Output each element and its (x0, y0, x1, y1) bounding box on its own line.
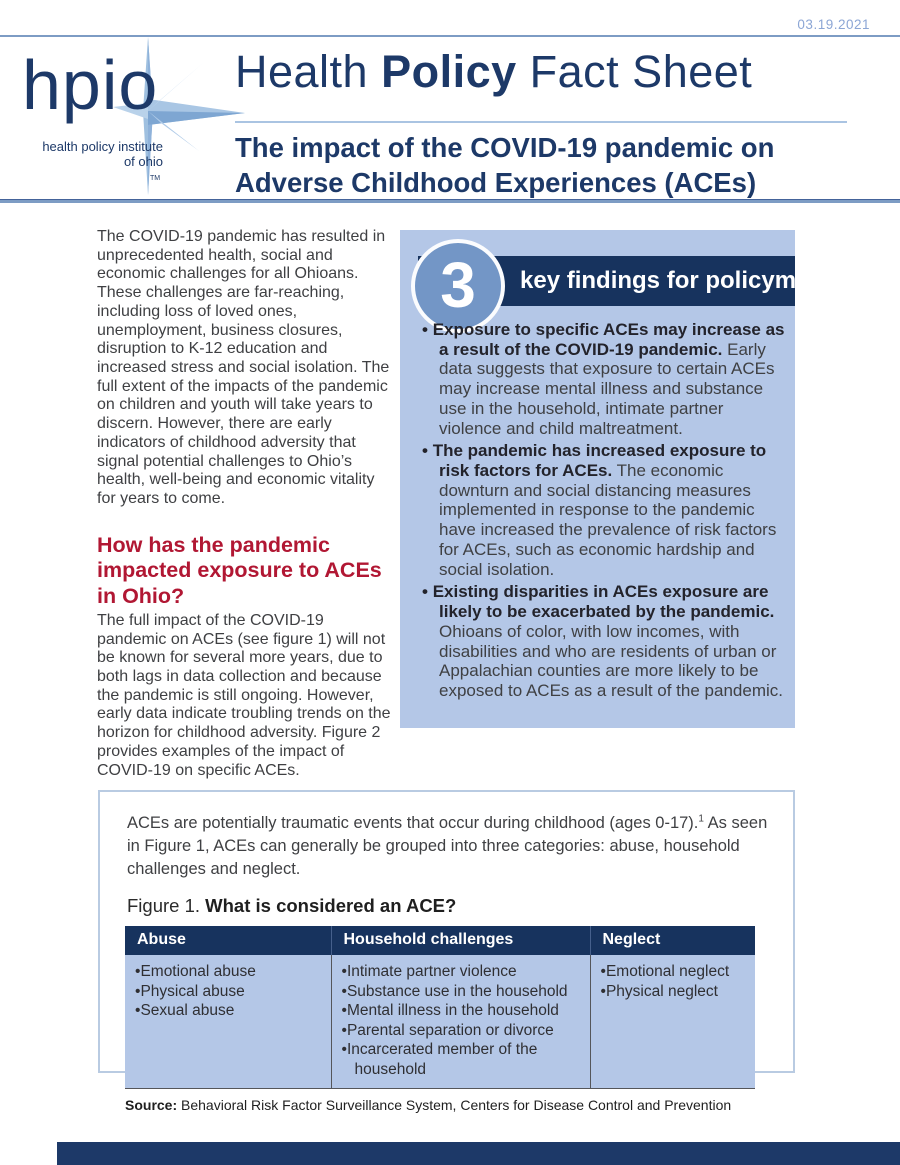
intro-text-a: ACEs are potentially traumatic events that occur during childhood (ages 0-17). (127, 814, 699, 832)
section-paragraph: The full impact of the COVID-19 pandemic on ACEs (see figure 1) will not be known for several more years, due to both lags in data collection and because the pandemic is still ongoing. However, early data indicate troubling trends on the horizon for childhood adversity. Figure 2 provides examples of the impact of COVID-19 on specific ACEs. (97, 611, 391, 779)
page-subtitle (235, 130, 774, 200)
figure-1-box (98, 790, 795, 1114)
ace-item: • Physical abuse (135, 982, 325, 1002)
intro-paragraph: The COVID-19 pandemic has resulted in unprecedented health, social and economic challenges for all Ohioans. These challenges are far-reaching, including loss of loved ones, unemployment, business closures, disruption to K-12 education and increased stress and social isolation. The full extent of the impacts of the pandemic on children and youth will take years to discern. However, there are early indicators of childhood adversity that signal potential challenges to Ohio’s health, well-being and economic vitality for years to come. (97, 228, 390, 508)
ace-item: • Substance use in the household (342, 982, 584, 1002)
ace-item: • Mental illness in the household (342, 1001, 584, 1021)
key-findings-banner-label: key findings for policymakers (520, 267, 859, 294)
source-label: Source: (125, 1097, 178, 1114)
figure-1-table (125, 926, 755, 1089)
title-rule (235, 121, 847, 123)
table-header-row (125, 926, 755, 955)
logo-tagline-line1: health policy institute (42, 139, 163, 154)
finding-bold: Existing disparities in ACEs exposure are likely to be exacerbated by the pandemic. (432, 582, 775, 622)
ace-item: • Sexual abuse (135, 1001, 325, 1021)
trademark-mark: TM (150, 175, 161, 182)
finding-item (422, 441, 786, 579)
finding-item (422, 582, 786, 700)
logo-acronym: hpio (22, 46, 159, 124)
neglect-cell (590, 955, 755, 1089)
household-challenges-list (342, 962, 584, 1079)
figure-caption-title: What is considered an ACE? (205, 895, 457, 917)
figure-caption-prefix: Figure 1. (127, 895, 206, 917)
footer-bar (57, 1142, 900, 1165)
ace-item: • Emotional abuse (135, 962, 325, 982)
column-header-abuse: Abuse (125, 926, 331, 955)
figure-box-intro (127, 812, 769, 880)
subtitle-line2: Adverse Childhood Experiences (ACEs) (235, 167, 757, 199)
column-header-neglect: Neglect (590, 926, 755, 955)
abuse-list (135, 962, 325, 1021)
key-findings-list (422, 320, 786, 704)
page-title (235, 46, 753, 97)
neglect-list (601, 962, 750, 1001)
finding-text: Ohioans of color, with low incomes, with disabilities and who are residents of urban or Appalachian counties are more likely to be exposed to ACEs as a result of the pandemic. (439, 621, 783, 700)
ace-item: • Incarcerated member of the household (342, 1040, 584, 1079)
finding-text: Early data suggests that exposure to certain ACEs may increase mental illness and substance use in the household, intimate partner violence and child maltreatment. (439, 339, 775, 438)
ace-item: • Intimate partner violence (342, 962, 584, 982)
source-text: Behavioral Risk Factor Surveillance System, Centers for Disease Control and Prevention (177, 1097, 732, 1114)
key-findings-count-badge (411, 239, 505, 333)
source-note (125, 1097, 793, 1113)
footnote-marker: 1 (698, 813, 704, 825)
table-body-row (125, 955, 755, 1089)
finding-text: The economic downturn and social distancing measures implemented in response to the pandemic have increased the prevalence of risk factors for ACEs, such as economic hardship and social isolation. (439, 461, 777, 579)
ace-item: • Parental separation or divorce (342, 1021, 584, 1041)
title-regular-1: Health (235, 46, 382, 97)
logo-tagline-line2: of ohio (123, 154, 163, 169)
section-heading: How has the pandemic impacted exposure to ACEs in Ohio? (97, 532, 382, 608)
finding-bold: The pandemic has increased exposure to risk factors for ACEs. (432, 441, 767, 481)
ace-item: • Emotional neglect (601, 962, 750, 982)
header-bottom-rule (0, 199, 900, 203)
finding-bold: Exposure to specific ACEs may increase as a result of the COVID-19 pandemic. (432, 320, 785, 359)
title-bold: Policy (381, 46, 517, 97)
column-header-household-challenges: Household challenges (331, 926, 590, 955)
subtitle-line1: The impact of the COVID-19 pandemic on (235, 132, 775, 163)
title-regular-2: Fact Sheet (516, 46, 753, 97)
hpio-logo (0, 37, 260, 200)
intro-text-b: As seen in Figure 1, ACEs can generally be grouped into three categories: abuse, household challenges and neglect. (127, 814, 768, 878)
figure-caption (127, 895, 793, 917)
abuse-cell (125, 955, 331, 1089)
publication-date: 03.19.2021 (797, 17, 870, 32)
ace-item: • Physical neglect (601, 982, 750, 1002)
key-findings-panel (400, 230, 859, 728)
left-column (97, 228, 395, 780)
finding-item (422, 320, 786, 438)
household-challenges-cell (331, 955, 590, 1089)
key-findings-count: 3 (440, 248, 476, 321)
